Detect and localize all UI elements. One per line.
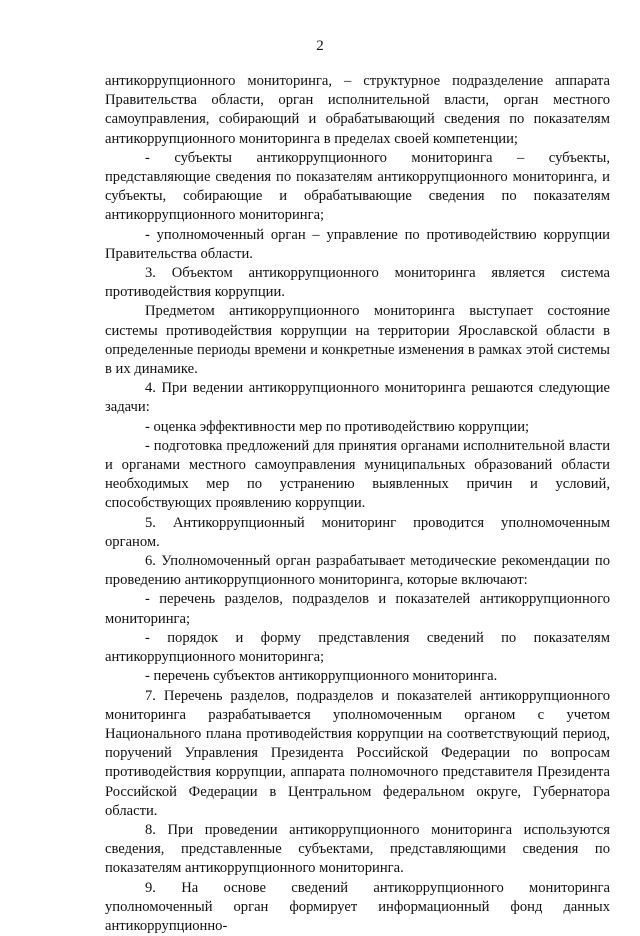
paragraph: - уполномоченный орган – управление по противодействию коррупции Правительства области. [105,226,610,262]
paragraph: 5. Антикоррупционный мониторинг проводится уполномоченным органом. [105,514,610,550]
paragraph: 4. При ведении антикоррупционного мониторинга решаются следующие задачи: [105,380,610,416]
paragraph: 8. При проведении антикоррупционного мониторинга используются сведения, представленные субъектами, представляющими сведения по показателям антикоррупционного мониторинга. [105,821,610,877]
paragraph: антикоррупционного мониторинга, – структурное подразделение аппарата Правительства области, орган исполнительной власти, орган местного самоуправления, собирающий и обрабатывающий сведения по показателям антикоррупционного мониторинга в пределах своей компетенции; [105,73,610,147]
page-number: 2 [316,38,324,54]
document-body [105,72,610,936]
paragraph: - перечень субъектов антикоррупционного мониторинга. [145,668,498,685]
paragraph: 9. На основе сведений антикоррупционного мониторинга уполномоченный орган формирует информационный фонд данных антикоррупционно- [105,879,610,934]
paragraph: - порядок и форму представления сведений по показателям антикоррупционного мониторинга; [105,629,610,666]
paragraph: - подготовка предложений для принятия органами исполнительной власти и органами местного самоуправления муниципальных образований области необходимых мер по устранению выявленных причин и условий, способствующих проявлению коррупции. [105,437,610,512]
paragraph: 3. Объектом антикоррупционного мониторинга является система противодействия коррупции. [105,265,610,301]
paragraph: 6. Уполномоченный орган разрабатывает методические рекомендации по проведению антикоррупционного мониторинга, которые включают: [105,553,610,589]
paragraph: - перечень разделов, подразделов и показателей антикоррупционного мониторинга; [105,591,610,627]
paragraph: - оценка эффективности мер по противодействию коррупции; [145,418,530,435]
paragraph: - субъекты антикоррупционного мониторинга – субъекты, представляющие сведения по показателям антикоррупционного мониторинга, и субъекты, собирающие и обрабатывающие сведения по показателям антикоррупционного мониторинга; [105,149,610,224]
paragraph: 7. Перечень разделов, подразделов и показателей антикоррупционного мониторинга разрабатывается уполномоченным органом с учетом Национального плана противодействия коррупции на соответствующий период, поручений Управления Президента Российской Федерации по вопросам противодействия коррупции, аппарата полномочного представителя Президента Российской Федерации в Центральном федеральном округе, Губернатора области. [105,687,610,819]
paragraph: Предметом антикоррупционного мониторинга выступает состояние системы противодействия коррупции на территории Ярославской области в определенные периоды времени и конкретные изменения в рамках этой системы в их динамике. [105,303,610,378]
